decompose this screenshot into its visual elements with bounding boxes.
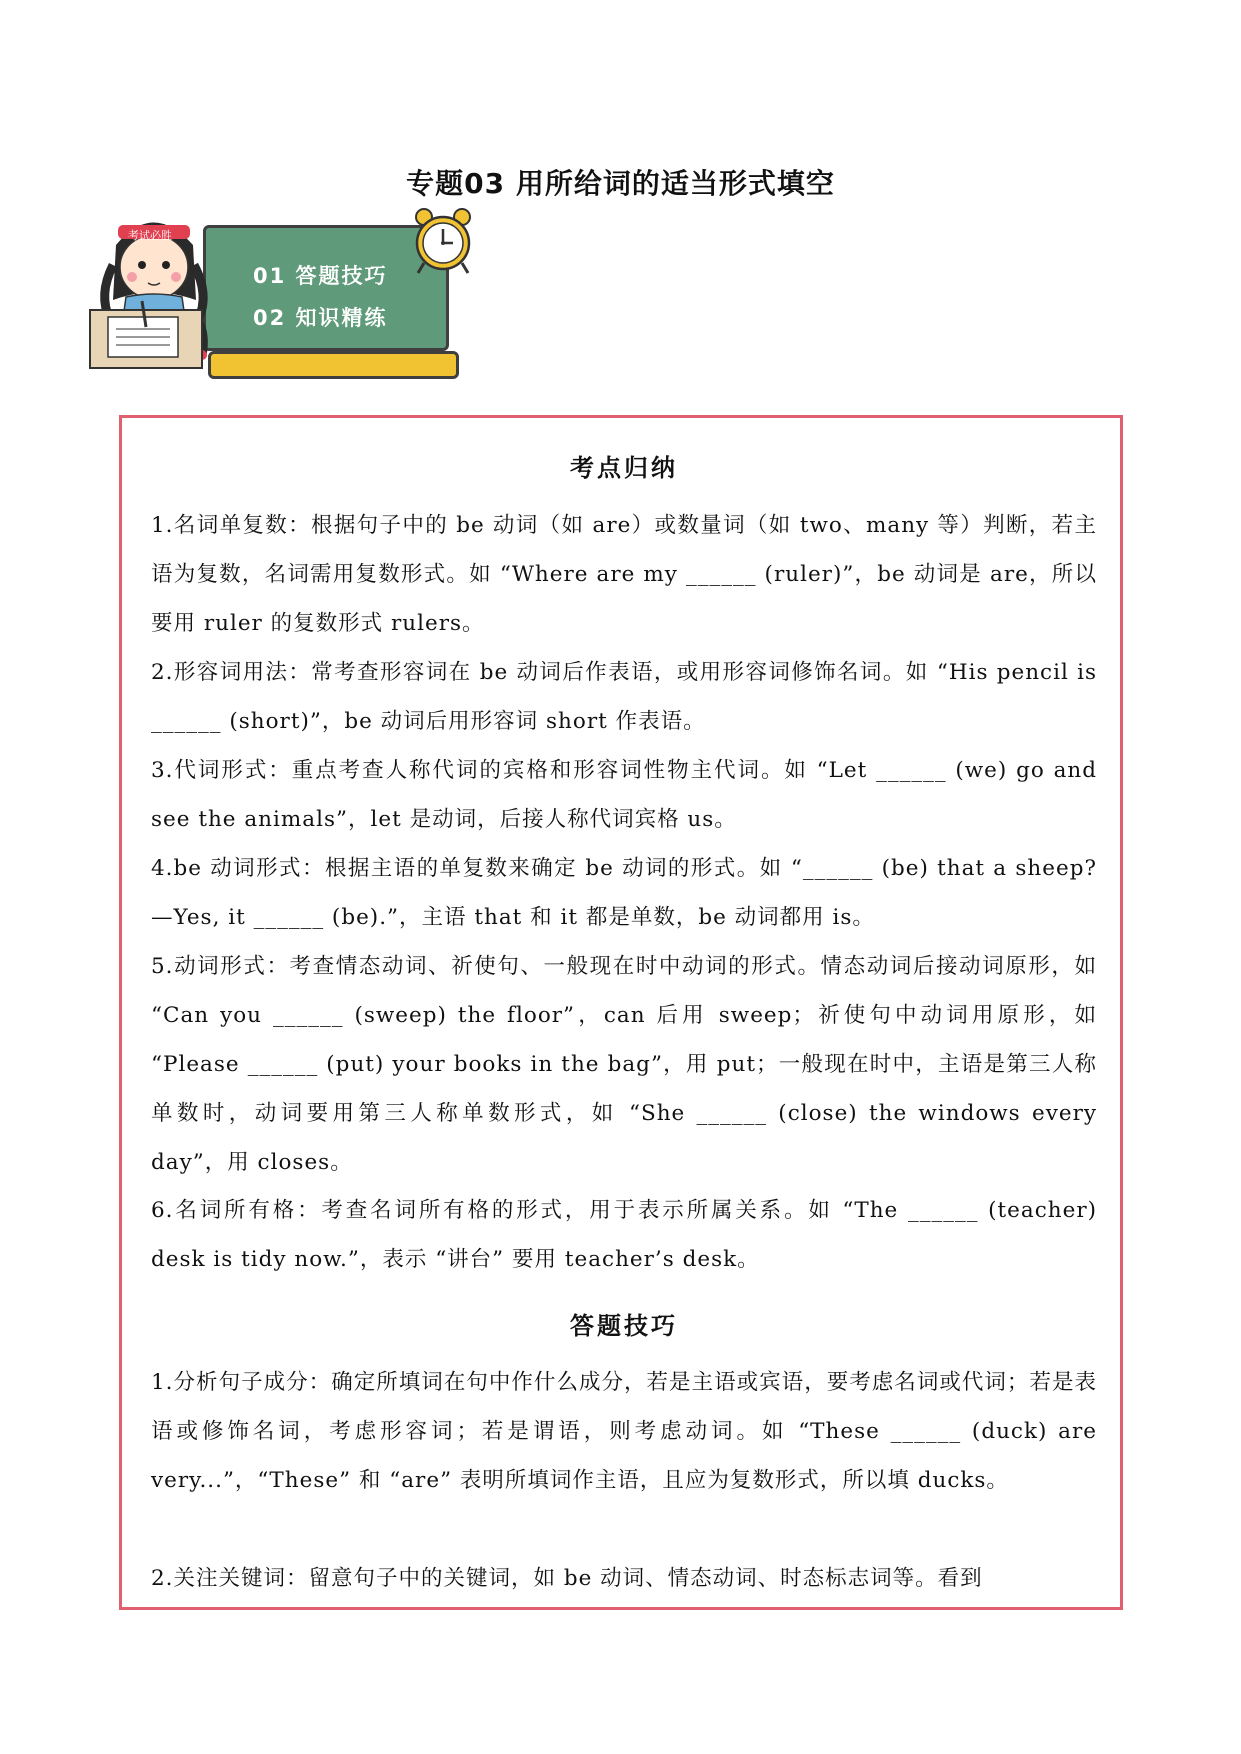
- key-point-4: 4.be 动词形式：根据主语的单复数来确定 be 动词的形式。如 “______ (be) that a sheep? —Yes, it ______ (be).”，主语 that 和 it 都是单数，be 动词都用 is。: [151, 856, 1097, 930]
- answer-tip-1: 1.分析句子成分：确定所填词在句中作什么成分，若是主语或宾语，要考虑名词或代词；若是表语或修饰名词，考虑形容词；若是谓语，则考虑动词。如 “These ______ (duck) are very...”，“These” 和 “are” 表明所填词作主语，且应为复数形式，所以填 ducks。: [151, 1370, 1097, 1493]
- section-heading-key-points: 考点归纳: [570, 453, 678, 482]
- key-point-6: 6.名词所有格：考查名词所有格的形式，用于表示所属关系。如 “The ______ (teacher) desk is tidy now.”，表示 “讲台” 要用 teacher’s desk。: [151, 1198, 1097, 1272]
- answer-tip-2: 2.关注关键词：留意句子中的关键词，如 be 动词、情态动词、时态标志词等。看到: [151, 1566, 983, 1591]
- key-point-5: 5.动词形式：考查情态动词、祈使句、一般现在时中动词的形式。情态动词后接动词原形，如 “Can you ______ (sweep) the floor”，can 后用 sweep；祈使句中动词用原形，如 “Please ______ (put) your books in the bag”，用 put；一般现在时中，主语是第三人称单数时，动词要用第三人称单数形式，如 “She ______ (close) the windows every day”，用 closes。: [151, 954, 1097, 1175]
- banner-item-2: 02 知识精练: [253, 306, 388, 330]
- key-point-1: 1.名词单复数：根据句子中的 be 动词（如 are）或数量词（如 two、many 等）判断，若主语为复数，名词需用复数形式。如 “Where are my ______ (ruler)”，be 动词是 are，所以要用 ruler 的复数形式 rulers。: [151, 513, 1097, 636]
- page-title: 专题03 用所给词的适当形式填空: [406, 167, 835, 200]
- key-point-3: 3.代词形式：重点考查人称代词的宾格和形容词性物主代词。如 “Let ______ (we) go and see the animals”，let 是动词，后接人称代词宾格 us。: [151, 758, 1097, 832]
- content-box: [119, 415, 1123, 1610]
- alarm-clock-icon: [410, 205, 476, 275]
- chalkboard-ledge: [208, 351, 459, 379]
- headband-text: 考试必胜: [128, 229, 172, 242]
- key-point-2: 2.形容词用法：常考查形容词在 be 动词后作表语，或用形容词修饰名词。如 “His pencil is ______ (short)”，be 动词后用形容词 short 作表语。: [151, 660, 1097, 734]
- section-heading-answer-tips: 答题技巧: [570, 1311, 678, 1340]
- banner-item-1: 01 答题技巧: [253, 264, 388, 288]
- header-banner: [88, 205, 458, 380]
